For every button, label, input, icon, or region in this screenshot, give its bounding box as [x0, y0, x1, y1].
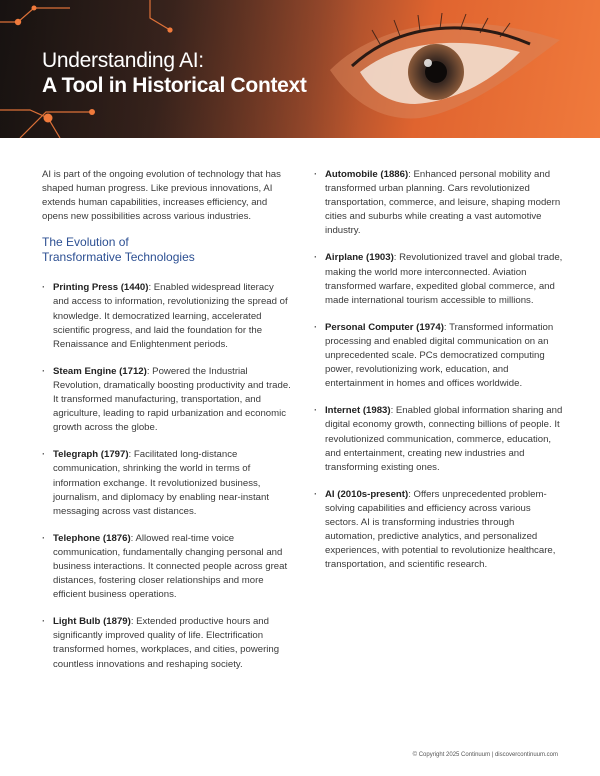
list-item — [42, 615, 292, 671]
item-term: Printing Press (1440) — [53, 282, 149, 294]
item-text: : Enabled global information sharing and digital economy growth, connecting billions of people. It revolutionized communication, commerce, education, and entertainment, creating new industries and transforming existing ones. — [325, 405, 563, 473]
item-term: Personal Computer (1974) — [325, 321, 444, 333]
item-text: : Facilitated long-distance communication, shrinking the world in terms of information exchange. It revolutionized business, journalism, and diplomacy by enabling near-instant messaging across vast distances. — [53, 449, 269, 517]
list-item — [314, 321, 566, 391]
item-text: : Allowed real-time voice communication, fundamentally changing personal and business interactions. It connected people across great distances, fostering closer relationships and more efficient business operations. — [53, 532, 288, 601]
list-item — [42, 281, 292, 351]
header-banner — [0, 0, 600, 138]
item-term: Light Bulb (1879) — [53, 616, 131, 628]
left-column — [42, 168, 292, 685]
list-item — [42, 365, 292, 435]
item-text: : Extended productive hours and significantly improved quality of life. Electrification transformed homes, workplaces, and cities, powering countless innovations and reshaping society. — [53, 616, 280, 670]
item-term: Telegraph (1797) — [53, 449, 129, 461]
item-text: : Powered the Industrial Revolution, dramatically boosting productivity and trade. It transformed manufacturing, transportation, and agriculture, leading to rapid urbanization and economic growth across the globe. — [53, 365, 291, 434]
list-item — [42, 532, 292, 602]
item-term: Steam Engine (1712) — [53, 365, 147, 377]
section-heading — [42, 235, 292, 265]
intro-paragraph: AI is part of the ongoing evolution of technology that has shaped human progress. Like previous innovations, AI extends human capabilities, increases efficiency, and opens new possibilities across various industries. — [42, 169, 281, 223]
item-term: Airplane (1903) — [325, 252, 394, 264]
list-item — [314, 488, 566, 573]
item-text: : Enhanced personal mobility and transformed urban planning. Cars revolutionized transportation, commerce, and leisure, shaping modern cities and suburbs while creating a vast automotive industry. — [325, 169, 561, 237]
list-item — [314, 168, 566, 238]
technology-list-right — [314, 168, 566, 572]
list-item — [314, 251, 566, 307]
list-item — [314, 404, 566, 474]
item-text: : Enabled widespread literacy and access to information, revolutionizing the spread of knowledge. It democratized learning, accelerated scientific progress, and laid the foundation for the Renaissance and Enlightenment periods. — [53, 282, 288, 350]
technology-list-left — [42, 281, 292, 671]
item-term: AI (2010s-present) — [325, 488, 409, 500]
section-heading-line-2: Transformative Technologies — [42, 250, 195, 265]
title-line-1: Understanding AI: — [42, 49, 204, 72]
title-line-2: A Tool in Historical Context — [42, 74, 307, 97]
item-text: : Transformed information processing and enabled digital communication on an unprecedented scale. PCs democratized computing power, revolutionizing work, education, and entertainment in homes and offices worldwide. — [325, 321, 554, 390]
item-term: Automobile (1886) — [325, 169, 409, 180]
item-text: : Revolutionized travel and global trade, making the world more interconnected. Aviation transformed warfare, expedited global commerce, and made international tourism accessible to millions. — [325, 252, 563, 306]
item-text: : Offers unprecedented problem-solving capabilities and efficiency across various sectors. AI is transforming industries through automation, predictive analytics, and personalized experiences, with potential to revolutionize healthcare, transportation, and scientific research. — [325, 488, 556, 571]
page-title — [42, 48, 307, 98]
footer-copyright: © Copyright 2025 Continuum | discovercontinuum.com — [412, 752, 558, 758]
item-term: Internet (1983) — [325, 405, 391, 417]
list-item — [42, 448, 292, 518]
right-column — [314, 168, 566, 585]
item-term: Telephone (1876) — [53, 532, 131, 544]
section-heading-line-1: The Evolution of — [42, 235, 129, 250]
